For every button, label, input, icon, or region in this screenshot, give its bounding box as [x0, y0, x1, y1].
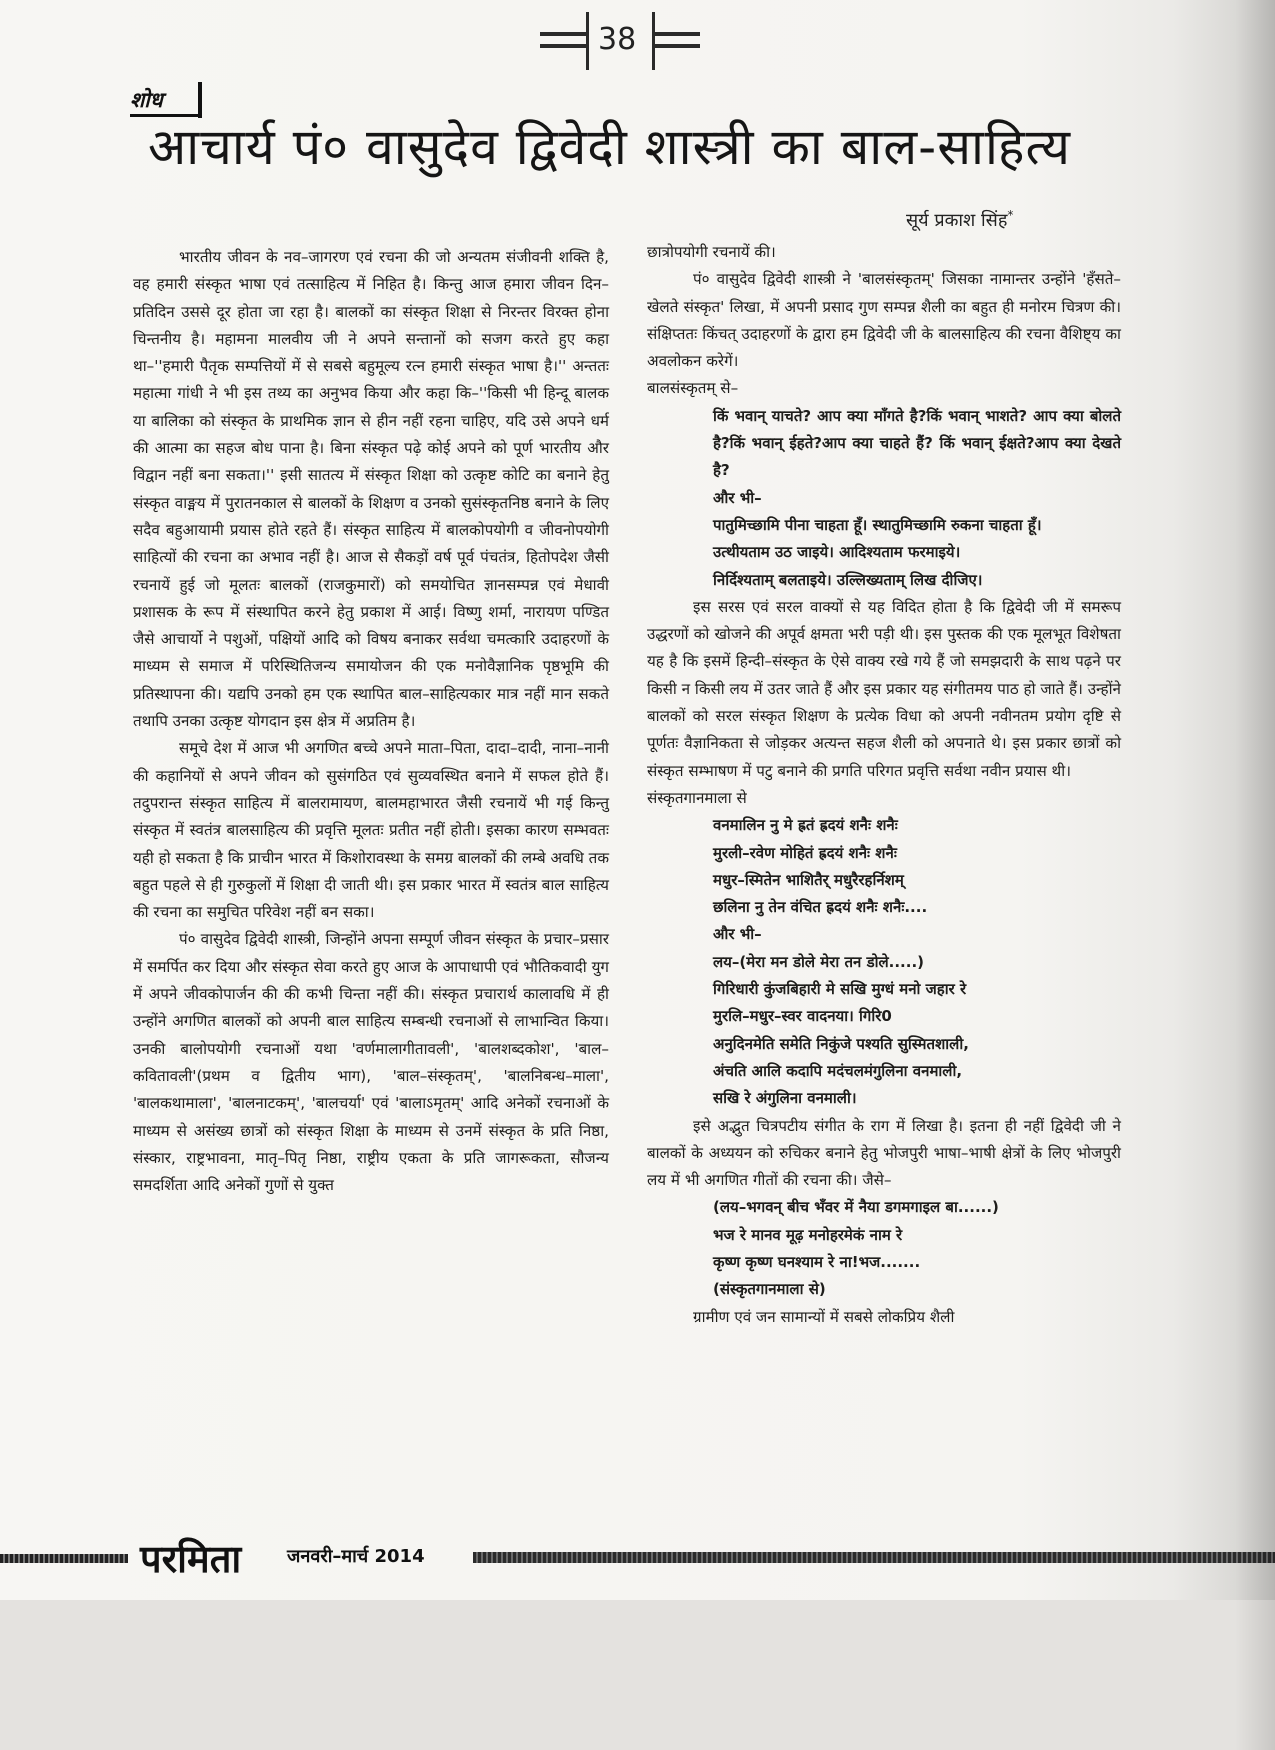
- ornament-bar: [654, 32, 700, 36]
- page-number: 38: [598, 22, 637, 57]
- verse-line: अंचति आलि कदापि मदंचलमंगुलिना वनमाली,: [713, 1061, 963, 1080]
- paragraph: भारतीय जीवन के नव–जागरण एवं रचना की जो अन्यतम संजीवनी शक्ति है, वह हमारी संस्कृत भाषा एवं तत्साहित्य में निहित है। किन्तु आज हमारा जीवन दिन–प्रतिदिन उससे दूर होता जा रहा है। बालकों का संस्कृत शिक्षा से निरन्तर विरक्त होना चिन्तनीय है। महामना मालवीय जी ने अपने सन्तानों को सजग करते हुए कहा था–''हमारी पैतृक सम्पत्तियों में से सबसे बहुमूल्य रत्न हमारी संस्कृत भाषा है।'' अन्ततः महात्मा गांधी ने भी इस तथ्य का अनुभव किया और कहा कि–''किसी भी हिन्दू बालक या बालिका को संस्कृत के प्राथमिक ज्ञान से हीन नहीं रहना चाहिए, यदि उसे अपने धर्म की आत्मा का सहज बोध पाना है। बिना संस्कृत पढ़े कोई अपने को पूर्ण भारतीय और विद्वान नहीं बना सकता।'' इसी सातत्य में संस्कृत शिक्षा को उत्कृष्ट कोटि का बनाने हेतु संस्कृत वाङ्मय में पुरातनकाल से बालकों के शिक्षण व उनको सुसंस्कृतनिष्ठ बनाने के लिए सदैव बहुआयामी प्रयास होते रहते हैं। संस्कृत साहित्य में बालकोपयोगी व जीवनोपयोगी साहित्यों की रचना का अभाव नहीं है। आज से सैकड़ों वर्ष पूर्व पंचतंत्र, हितोपदेश जैसी रचनायें हुई जो मूलतः बालकों (राजकुमारों) को समयोचित ज्ञानसम्पन्न एवं मेधावी प्रशासक के रूप में संस्थापित करने हेतु प्रकाश में आई। विष्णु शर्मा, नारायण पण्डित जैसे आचार्यो ने पशुओं, पक्षियों आदि को विषय बनाकर सर्वथा चमत्कारि उदाहरणों के माध्यम से समाज में परिस्थितिजन्य समायोजन की एक मनोवैज्ञानिक पृष्ठभूमि की प्रतिस्थापना की। यद्यपि उनको हम एक स्थापित बाल–साहित्यकार मात्र नहीं मान सकते तथापि उनका उत्कृष्ट योगदान इस क्षेत्र में अप्रतिम है।: [133, 248, 609, 731]
- verse-line: किं भवान् याचते? आप क्या माँगते है?किं भवान् भाशते? आप क्या बोलते है?किं भवान् ईहते?आप क्या चाहते हैं? किं भवान् ईक्षते?आप क्या देखते है?: [713, 406, 1121, 480]
- verse-line: अनुदिनमेति समेति निकुंजे पश्यति सुस्मितशाली,: [713, 1034, 969, 1053]
- ornament-bar: [540, 32, 586, 36]
- verse-line: भज रे मानव मूढ़ मनोहरमेकं नाम रे: [713, 1225, 903, 1244]
- page-edge-shadow: [1235, 0, 1275, 1750]
- left-column: [133, 244, 609, 1199]
- verse-block: [647, 1194, 1121, 1303]
- verse-line: मुरली–रवेण मोहितं ह्रदयं शनैः शनैः: [713, 843, 897, 862]
- verse-line: छलिना नु तेन वंचित ह्रदयं शनैः शनैः....: [713, 898, 928, 917]
- footer-rule-left: [0, 1554, 128, 1563]
- verse-line: कृष्ण कृष्ण घनश्याम रे ना!भज.......: [713, 1252, 921, 1271]
- paragraph: छात्रोपयोगी रचनायें की।: [647, 243, 776, 261]
- section-label: शोध: [130, 88, 163, 112]
- page-bottom-margin: [0, 1600, 1275, 1750]
- verse-line: उत्थीयताम उठ जाइये। आदिश्यताम फरमाइये।: [713, 543, 961, 562]
- verse-line: (संस्कृतगानमाला से): [713, 1280, 826, 1299]
- journal-name: परमिता: [140, 1537, 242, 1581]
- verse-line: और भी–: [713, 925, 762, 944]
- page-number-ornament: [540, 12, 700, 70]
- paragraph: बालसंस्कृतम् से–: [647, 379, 739, 398]
- paragraph: संस्कृतगानमाला से: [647, 788, 747, 807]
- verse-line: सखि रे अंगुलिना वनमाली।: [713, 1089, 857, 1108]
- author-footnote-mark: *: [1007, 208, 1014, 222]
- issue-date: जनवरी–मार्च 2014: [287, 1546, 425, 1567]
- verse-block: [647, 812, 1121, 1112]
- paragraph: इसे अद्भुत चित्रपटीय संगीत के राग में लिखा है। इतना ही नहीं द्विवेदी जी ने बालकों के अध्ययन को रुचिकर बनाने हेतु भोजपुरी भाषा–भाषी क्षेत्रों के लिए भोजपुरी लय में भी अगणित गीतों की रचना की। जैसे–: [647, 1116, 1121, 1190]
- verse-line: मुरलि–मधुर–स्वर वादनया। गिरि0: [713, 1007, 892, 1026]
- article-author: [906, 208, 1013, 232]
- paragraph: ग्रामीण एवं जन सामान्यों में सबसे लोकप्रिय शैली: [693, 1307, 955, 1326]
- author-name: सूर्य प्रकाश सिंह: [906, 210, 1008, 231]
- ornament-bar: [540, 44, 586, 48]
- paragraph: समूचे देश में आज भी अगणित बच्चे अपने माता–पिता, दादा–दादी, नाना–नानी की कहानियों से अपने जीवन को सुसंगठित एवं सुव्यवस्थित बनाने में सफल होते हैं। तदुपरान्त संस्कृत साहित्य में बालरामायण, बालमहाभारत जैसी रचनायें भी गई किन्तु संस्कृत में स्वतंत्र बालसाहित्य की प्रवृत्ति मूलतः प्रतीत नहीं होती। इसका कारण सम्भवतः यही हो सकता है कि प्राचीन भारत में किशोरावस्था के समग्र बालकों की लम्बे अवधि तक बहुत पहले से ही गुरुकुलों में शिक्षा दी जाती थी। इस प्रकार भारत में स्वतंत्र बाल साहित्य की रचना का समुचित परिवेश नहीं बन सका।: [133, 739, 609, 922]
- verse-block: [647, 403, 1121, 594]
- verse-line: (लय–भगवन् बीच भँवर में नैया डगमगाइल बा......): [713, 1198, 999, 1217]
- verse-line: गिरिधारी कुंजबिहारी मे सखि मुग्धं मनो जहार रे: [713, 980, 967, 999]
- paragraph: इस सरस एवं सरल वाक्यों से यह विदित होता है कि द्विवेदी जी में समरूप उद्धरणों को खोजने की अपूर्व क्षमता भरी पड़ी थी। इस पुस्तक की एक मूलभूत विशेषता यह है कि इसमें हिन्दी–संस्कृत के ऐसे वाक्य रखे गये हैं जो समझदारी के साथ पढ़ने पर किसी न किसी लय में उतर जाते हैं और इस प्रकार यह संगीतमय पाठ हो जाते हैं। उन्होंने बालकों को सरल संस्कृत शिक्षण के प्रत्येक विधा को अपनी नवीनतम प्रयोग दृष्टि से पूर्णतः वैज्ञानिकता से जोड़कर अत्यन्त सहज शैली को अपनाते थे। इस प्रकार छात्रों को संस्कृत सम्भाषण में पटु बनाने की प्रगति परिगत प्रवृत्ति सर्वथा नवीन प्रयास थी।: [647, 597, 1121, 780]
- ornament-bar: [652, 12, 655, 70]
- verse-line: मधुर–स्मितेन भाशितैर् मधुरैरहर्निशम्: [713, 870, 904, 889]
- ornament-bar: [586, 12, 589, 70]
- paragraph: पं० वासुदेव द्विवेदी शास्त्री, जिन्होंने अपना सम्पूर्ण जीवन संस्कृत के प्रचार–प्रसार में समर्पित कर दिया और संस्कृत सेवा करते हुए आज के आपाधापी एवं भौतिकवादी युग में अपने जीवकोपार्जन की की कभी चिन्ता नहीं की। संस्कृत प्रचारार्थ कालावधि में ही उन्होंने अगणित बालकों को अपनी बाल साहित्य सम्बन्धी रचनाओं से लाभान्वित किया। उनकी बालोपयोगी रचनाओं यथा 'वर्णमालागीतावली', 'बालशब्दकोश', 'बाल–कवितावली'(प्रथम व द्वितीय भाग), 'बाल–संस्कृतम्', 'बालनिबन्ध–माला', 'बालकथामाला', 'बालनाटकम्', 'बालचर्या' एवं 'बालाऽमृतम्' आदि अनेकों रचनाओं के माध्यम से असंख्य छात्रों को संस्कृत शिक्षा के माध्यम से उनमें संस्कृत के प्रति निष्ठा, संस्कार, राष्ट्रभावना, मातृ–पितृ निष्ठा, राष्ट्रीय एकता के प्रति जागरूकता, सौजन्य समदर्शिता आदि अनेकों गुणों से युक्त: [133, 930, 609, 1195]
- page-footer: [0, 1532, 1275, 1592]
- verse-line: निर्दिश्यताम् बलताइये। उल्लिख्यताम् लिख दीजिए।: [713, 570, 983, 589]
- verse-line: लय–(मेरा मन डोले मेरा तन डोले.....): [713, 952, 924, 971]
- footer-rule-right: [473, 1552, 1275, 1563]
- right-column: [647, 239, 1121, 1331]
- verse-line: पातुमिच्छामि पीना चाहता हूँ। स्थातुमिच्छामि रुकना चाहता हूँ।: [713, 515, 1042, 534]
- article-title: आचार्य पं० वासुदेव द्विवेदी शास्त्री का बाल-साहित्य: [148, 118, 1071, 176]
- paragraph: पं० वासुदेव द्विवेदी शास्त्री ने 'बालसंस्कृतम्' जिसका नामान्तर उन्होंने 'हँसते–खेलते संस्कृत' लिखा, में अपनी प्रसाद गुण सम्पन्न शैली का बहुत ही मनोरम चित्रण की। संक्षिप्ततः किंचत् उदाहरणों के द्वारा हम द्विवेदी जी के बालसाहित्य की रचना वैशिष्ट्य का अवलोकन करेगें।: [647, 270, 1121, 371]
- verse-line: वनमालिन नु मे ह्रतं ह्रदयं शनैः शनैः: [713, 816, 898, 835]
- verse-line: और भी–: [713, 488, 762, 507]
- ornament-bar: [654, 44, 700, 48]
